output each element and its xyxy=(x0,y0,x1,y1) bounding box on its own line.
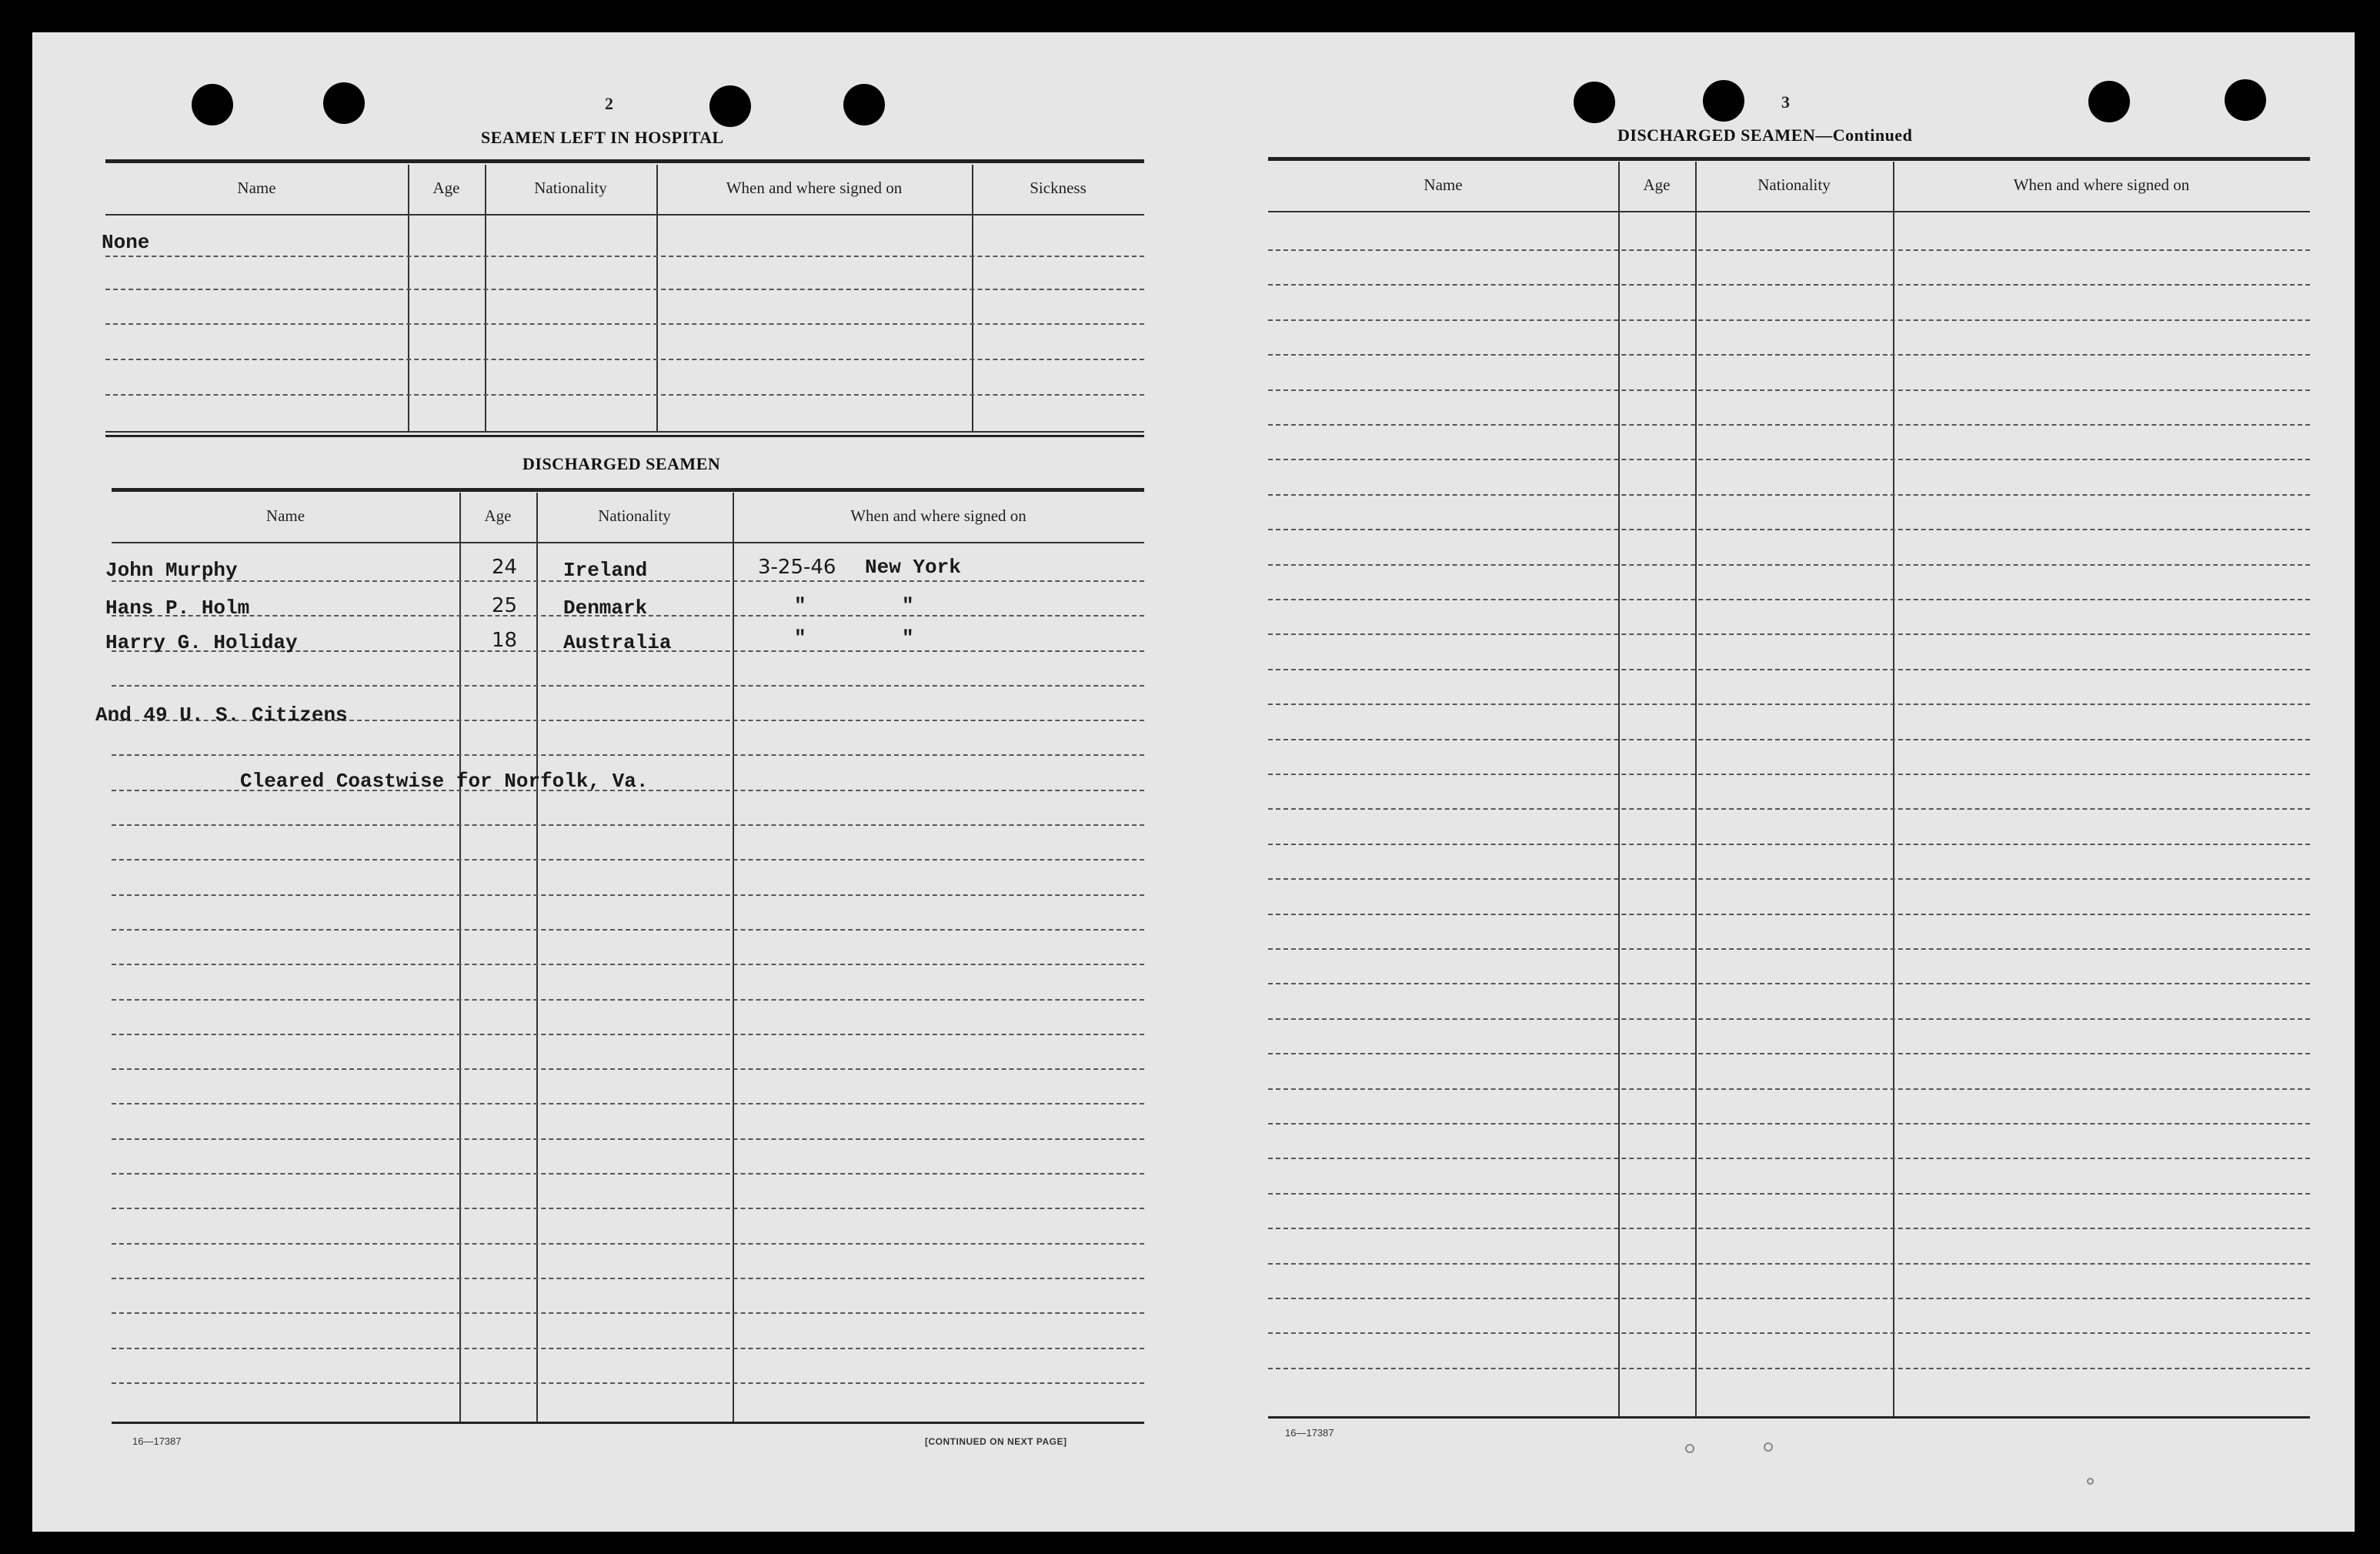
punch-hole-icon xyxy=(1703,80,1744,122)
ruled-line xyxy=(112,1348,1144,1349)
ruled-line xyxy=(1268,1332,2310,1334)
ruled-line xyxy=(1268,633,2310,635)
ruled-line xyxy=(1268,1368,2310,1369)
form-number: 16—17387 xyxy=(1285,1427,1334,1439)
citizens-note: And 49 U. S. Citizens xyxy=(95,703,348,727)
column-header: Nationality xyxy=(1757,175,1831,194)
form-number: 16—17387 xyxy=(132,1435,182,1447)
column-header: Name xyxy=(237,179,276,197)
seaman-nationality: Australia xyxy=(563,631,672,654)
seaman-age: 18 xyxy=(492,629,518,652)
seaman-age: 25 xyxy=(492,594,518,617)
ruled-line xyxy=(112,1278,1144,1279)
ruled-line xyxy=(112,1068,1144,1070)
seaman-nationality: Denmark xyxy=(563,597,648,620)
ruled-line xyxy=(1268,1158,2310,1159)
column-header: When and where signed on xyxy=(726,179,903,197)
title-suffix: —Continued xyxy=(1815,125,1913,145)
column-header: Age xyxy=(1643,175,1671,194)
ruled-line xyxy=(112,1173,1144,1175)
page-number: 3 xyxy=(1781,92,1790,112)
speck-icon xyxy=(1764,1442,1773,1452)
hospital-title: SEAMEN LEFT IN HOSPITAL xyxy=(481,128,724,147)
ruled-line xyxy=(1268,389,2310,391)
punch-hole-icon xyxy=(2088,81,2130,122)
ruled-line xyxy=(112,1208,1144,1209)
ruled-line xyxy=(1268,1263,2310,1265)
ruled-line xyxy=(1268,844,2310,845)
ruled-line xyxy=(1268,669,2310,670)
ruled-line xyxy=(112,964,1144,965)
ruled-line xyxy=(1268,424,2310,426)
column-header: When and where signed on xyxy=(850,506,1026,525)
column-header: Age xyxy=(432,179,460,197)
ruled-line xyxy=(1268,703,2310,705)
ruled-line xyxy=(1268,529,2310,530)
punch-hole-icon xyxy=(1574,82,1615,123)
ruled-line xyxy=(112,685,1144,687)
ruled-line xyxy=(1268,739,2310,740)
ruled-line xyxy=(1268,1228,2310,1229)
signed-on-date: " xyxy=(794,594,806,617)
ruled-line xyxy=(1268,494,2310,496)
ruled-line xyxy=(1268,354,2310,356)
column-header: Name xyxy=(265,506,305,525)
ledger-sheet xyxy=(32,32,2355,1532)
ruled-line xyxy=(112,1312,1144,1314)
ruled-line xyxy=(1268,1123,2310,1125)
ruled-line xyxy=(112,859,1144,861)
cleared-note: Cleared Coastwise for Norfolk, Va. xyxy=(240,770,649,793)
signed-on-place: " xyxy=(902,627,914,650)
ruled-line xyxy=(112,999,1144,1001)
page-number: 2 xyxy=(605,94,613,113)
signed-on-date: " xyxy=(794,627,806,650)
ruled-line xyxy=(1268,948,2310,950)
seaman-age: 24 xyxy=(492,556,518,579)
signed-on-place: " xyxy=(902,594,914,617)
ruled-line xyxy=(1268,459,2310,460)
seaman-name: Harry G. Holiday xyxy=(105,631,298,654)
discharged-continued-title xyxy=(1617,125,1912,145)
ruled-line xyxy=(1268,599,2310,600)
signed-on-date: 3-25-46 xyxy=(758,556,836,579)
signed-on-place: New York xyxy=(865,556,961,579)
punch-hole-icon xyxy=(192,84,233,125)
column-header: Sickness xyxy=(1030,179,1087,197)
hospital-entry: None xyxy=(102,231,150,254)
continued-note: [CONTINUED ON NEXT PAGE] xyxy=(925,1436,1067,1447)
ruled-line xyxy=(1268,1018,2310,1020)
title-main: DISCHARGED SEAMEN xyxy=(1617,125,1816,145)
seaman-nationality: Ireland xyxy=(563,559,648,582)
ruled-line xyxy=(1268,808,2310,810)
punch-hole-icon xyxy=(709,85,751,127)
punch-hole-icon xyxy=(323,82,365,124)
ruled-line xyxy=(112,894,1144,896)
ruled-line xyxy=(1268,319,2310,321)
ruled-line xyxy=(1268,1088,2310,1090)
ruled-line xyxy=(1268,1193,2310,1195)
column-header: Name xyxy=(1424,175,1463,194)
speck-icon xyxy=(1685,1444,1694,1453)
ruled-line xyxy=(1268,249,2310,251)
ruled-line xyxy=(1268,914,2310,915)
column-header: Nationality xyxy=(534,179,607,197)
ruled-line xyxy=(1268,564,2310,566)
ruled-line xyxy=(112,1138,1144,1140)
ruled-line xyxy=(1268,878,2310,880)
ruled-line xyxy=(112,1243,1144,1245)
ruled-line xyxy=(112,754,1144,756)
ruled-line xyxy=(1268,284,2310,286)
column-header: Age xyxy=(484,506,512,525)
seaman-name: Hans P. Holm xyxy=(105,597,250,620)
column-header: Nationality xyxy=(598,506,671,525)
ruled-line xyxy=(1268,774,2310,775)
ruled-line xyxy=(112,1034,1144,1035)
ruled-line xyxy=(112,929,1144,931)
ruled-line xyxy=(112,1103,1144,1105)
ruled-line xyxy=(1268,983,2310,984)
ruled-line xyxy=(112,1382,1144,1384)
discharged-title: DISCHARGED SEAMEN xyxy=(522,454,721,473)
speck-icon xyxy=(2087,1478,2094,1485)
ruled-line xyxy=(1268,1298,2310,1299)
ruled-line xyxy=(112,824,1144,826)
column-header: When and where signed on xyxy=(2013,175,2190,194)
punch-hole-icon xyxy=(2225,79,2266,121)
seaman-name: John Murphy xyxy=(105,559,238,582)
punch-hole-icon xyxy=(843,84,885,125)
ruled-line xyxy=(1268,1053,2310,1054)
